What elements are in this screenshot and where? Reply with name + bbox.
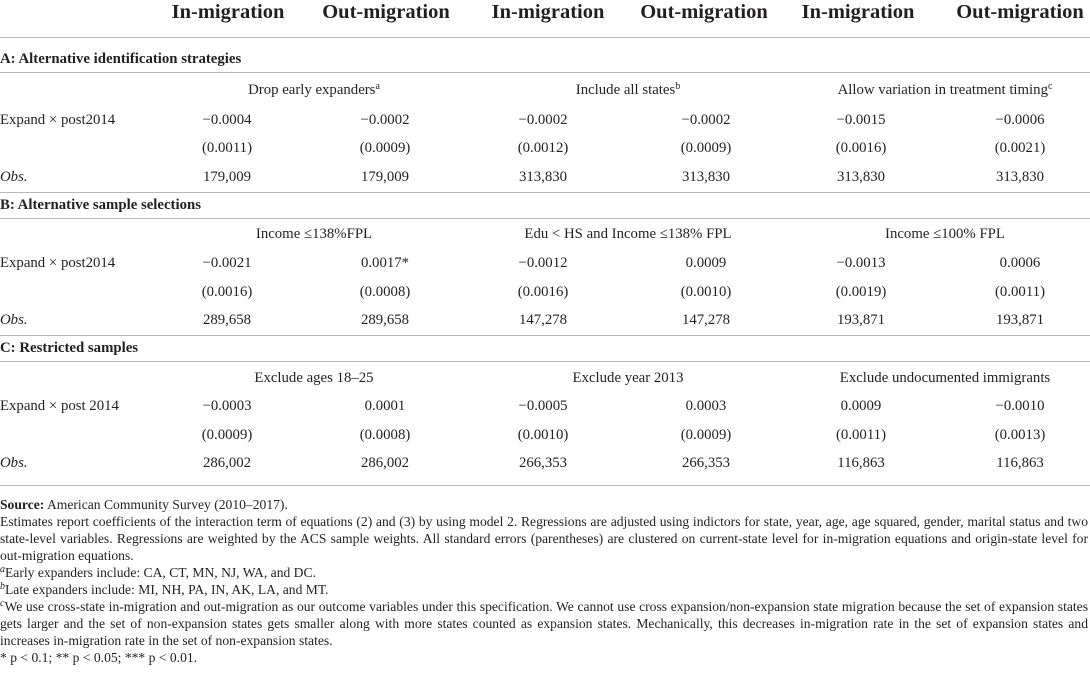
panel-a-spec-1: Drop early expanders$^a$ xyxy=(248,81,380,98)
panel-a-coef-label: Expand × post2014 xyxy=(0,112,116,128)
panel-b-obs-4: 147,278 xyxy=(681,312,731,328)
panel-c-spec-1: Exclude ages 18–25 xyxy=(254,370,374,386)
estimates-note: Estimates report coefficients of the interaction term of equations (2) and (3) by using model 2. Regressions are adjusted using indictors for state, year, age, age squared, gender, marital status and two state-level variables. Regressions are weighted by the ACS sample weights. All standard errors (parentheses) are clustered on current-state level for in-migration equations and origin-state level for out-migration equations. xyxy=(0,514,1088,563)
panel-c-coef-5: 0.0009 xyxy=(840,398,882,414)
panel-c-se-5: (0.0011) xyxy=(836,427,886,443)
panel-c-spec-2: Exclude year 2013 xyxy=(572,370,684,386)
footnote-c: $^c$We use cross-state in-migration and out-migration as our outcome variables under this specification. We cannot use cross expansion/non-expansion state migration because the set of expansion states gets larger and the set of non-expansion states gets smaller along with more states counted as expansion states. Mechanically, this decreases in-migration rate in the set of expansion states and increases in-migration rate in the set of non-expansion states. xyxy=(0,598,1088,648)
panel-a-coef-6: −0.0006 xyxy=(995,112,1045,128)
panel-a-obs-3: 313,830 xyxy=(518,169,568,185)
panel-a-obs-2: 179,009 xyxy=(360,169,410,185)
table-notes xyxy=(0,496,1088,666)
panel-b-se-4: (0.0010) xyxy=(680,284,732,300)
panel-b-coef-3: −0.0012 xyxy=(518,255,568,271)
header-rule xyxy=(0,37,1090,38)
panel-a-coef-3: −0.0002 xyxy=(518,112,568,128)
panel-c-obs-3: 266,353 xyxy=(518,455,568,471)
panel-b-obs-label: Obs. xyxy=(0,312,28,328)
col-header-5: In-migration xyxy=(801,1,915,23)
panel-c-obs-1: 286,002 xyxy=(202,455,252,471)
table-bottom-rule xyxy=(0,485,1090,486)
panel-c-coef-label: Expand × post 2014 xyxy=(0,398,119,414)
panel-c-se-4: (0.0009) xyxy=(680,427,732,443)
panel-b-rule xyxy=(0,218,1090,219)
panel-a-se-2: (0.0009) xyxy=(359,140,411,156)
panel-a-coef-1: −0.0004 xyxy=(202,112,252,128)
panel-a-se-4: (0.0009) xyxy=(680,140,732,156)
panel-a-coef-4: −0.0002 xyxy=(681,112,731,128)
col-header-1: In-migration xyxy=(171,1,285,23)
panel-c-se-6: (0.0013) xyxy=(994,427,1046,443)
source-note: Source: American Community Survey (2010–2017). xyxy=(0,497,288,512)
panel-b-obs-5: 193,871 xyxy=(836,312,886,328)
panel-a-se-6: (0.0021) xyxy=(994,140,1046,156)
panel-b-se-2: (0.0008) xyxy=(359,284,411,300)
panel-c-obs-5: 116,863 xyxy=(837,455,885,471)
panel-b-coef-label: Expand × post2014 xyxy=(0,255,116,271)
panel-a-coef-2: −0.0002 xyxy=(360,112,410,128)
panel-a-obs-6: 313,830 xyxy=(995,169,1045,185)
panel-b-obs-1: 289,658 xyxy=(202,312,252,328)
panel-c-coef-3: −0.0005 xyxy=(518,398,568,414)
col-header-6: Out-migration xyxy=(956,1,1084,23)
panel-b-spec-2: Edu < HS and Income ≤138% FPL xyxy=(524,226,732,242)
panel-a-rule xyxy=(0,72,1090,73)
panel-c-se-2: (0.0008) xyxy=(359,427,411,443)
panel-b-end-rule xyxy=(0,335,1090,336)
panel-a-se-3: (0.0012) xyxy=(517,140,569,156)
panel-c-spec-3: Exclude undocumented immigrants xyxy=(839,370,1051,386)
panel-a-spec-3: Allow variation in treatment timing$^c$ xyxy=(837,81,1053,98)
panel-b-spec-3: Income ≤100% FPL xyxy=(885,226,1005,242)
col-header-4: Out-migration xyxy=(640,1,768,23)
panel-b-coef-2: 0.0017* xyxy=(360,255,410,271)
panel-b-coef-5: −0.0013 xyxy=(836,255,886,271)
panel-b-obs-2: 289,658 xyxy=(360,312,410,328)
panel-b-se-1: (0.0016) xyxy=(201,284,253,300)
panel-b-se-3: (0.0016) xyxy=(517,284,569,300)
panel-a-title: A: Alternative identification strategies xyxy=(0,51,242,67)
panel-c-obs-4: 266,353 xyxy=(681,455,731,471)
col-header-3: In-migration xyxy=(491,1,605,23)
panel-c-se-1: (0.0009) xyxy=(201,427,253,443)
panel-a-spec-2: Include all states$^b$ xyxy=(575,81,681,98)
panel-b-coef-1: −0.0021 xyxy=(202,255,252,271)
panel-b-title: B: Alternative sample selections xyxy=(0,197,201,213)
panel-c-title: C: Restricted samples xyxy=(0,340,139,356)
panel-b-coef-4: 0.0009 xyxy=(685,255,727,271)
panel-c-rule xyxy=(0,361,1090,362)
panel-a-coef-5: −0.0015 xyxy=(836,112,886,128)
panel-b-coef-6: 0.0006 xyxy=(999,255,1041,271)
panel-a-obs-5: 313,830 xyxy=(836,169,886,185)
panel-a-se-1: (0.0011) xyxy=(202,140,252,156)
panel-a-se-5: (0.0016) xyxy=(835,140,887,156)
panel-c-coef-1: −0.0003 xyxy=(202,398,252,414)
panel-b-obs-6: 193,871 xyxy=(995,312,1045,328)
panel-b-spec-1: Income ≤138%FPL xyxy=(255,226,373,242)
panel-c-coef-4: 0.0003 xyxy=(685,398,727,414)
panel-b-obs-3: 147,278 xyxy=(518,312,568,328)
significance-note: * p < 0.1; ** p < 0.05; *** p < 0.01. xyxy=(0,650,198,665)
panel-c-obs-label: Obs. xyxy=(0,455,28,471)
panel-a-obs-4: 313,830 xyxy=(681,169,731,185)
panel-c-obs-2: 286,002 xyxy=(360,455,410,471)
panel-a-obs-label: Obs. xyxy=(0,169,28,185)
panel-b-se-6: (0.0011) xyxy=(995,284,1045,300)
panel-a-end-rule xyxy=(0,192,1090,193)
panel-b-se-5: (0.0019) xyxy=(835,284,887,300)
panel-a-obs-1: 179,009 xyxy=(202,169,252,185)
footnote-a: $^a$Early expanders include: CA, CT, MN, NJ, WA, and DC. xyxy=(0,564,316,580)
col-header-2: Out-migration xyxy=(322,1,450,23)
panel-c-coef-6: −0.0010 xyxy=(995,398,1045,414)
panel-c-obs-6: 116,863 xyxy=(996,455,1044,471)
panel-c-coef-2: 0.0001 xyxy=(364,398,406,414)
footnote-b: $^b$Late expanders include: MI, NH, PA, IN, AK, LA, and MT. xyxy=(0,581,329,597)
panel-c-se-3: (0.0010) xyxy=(517,427,569,443)
